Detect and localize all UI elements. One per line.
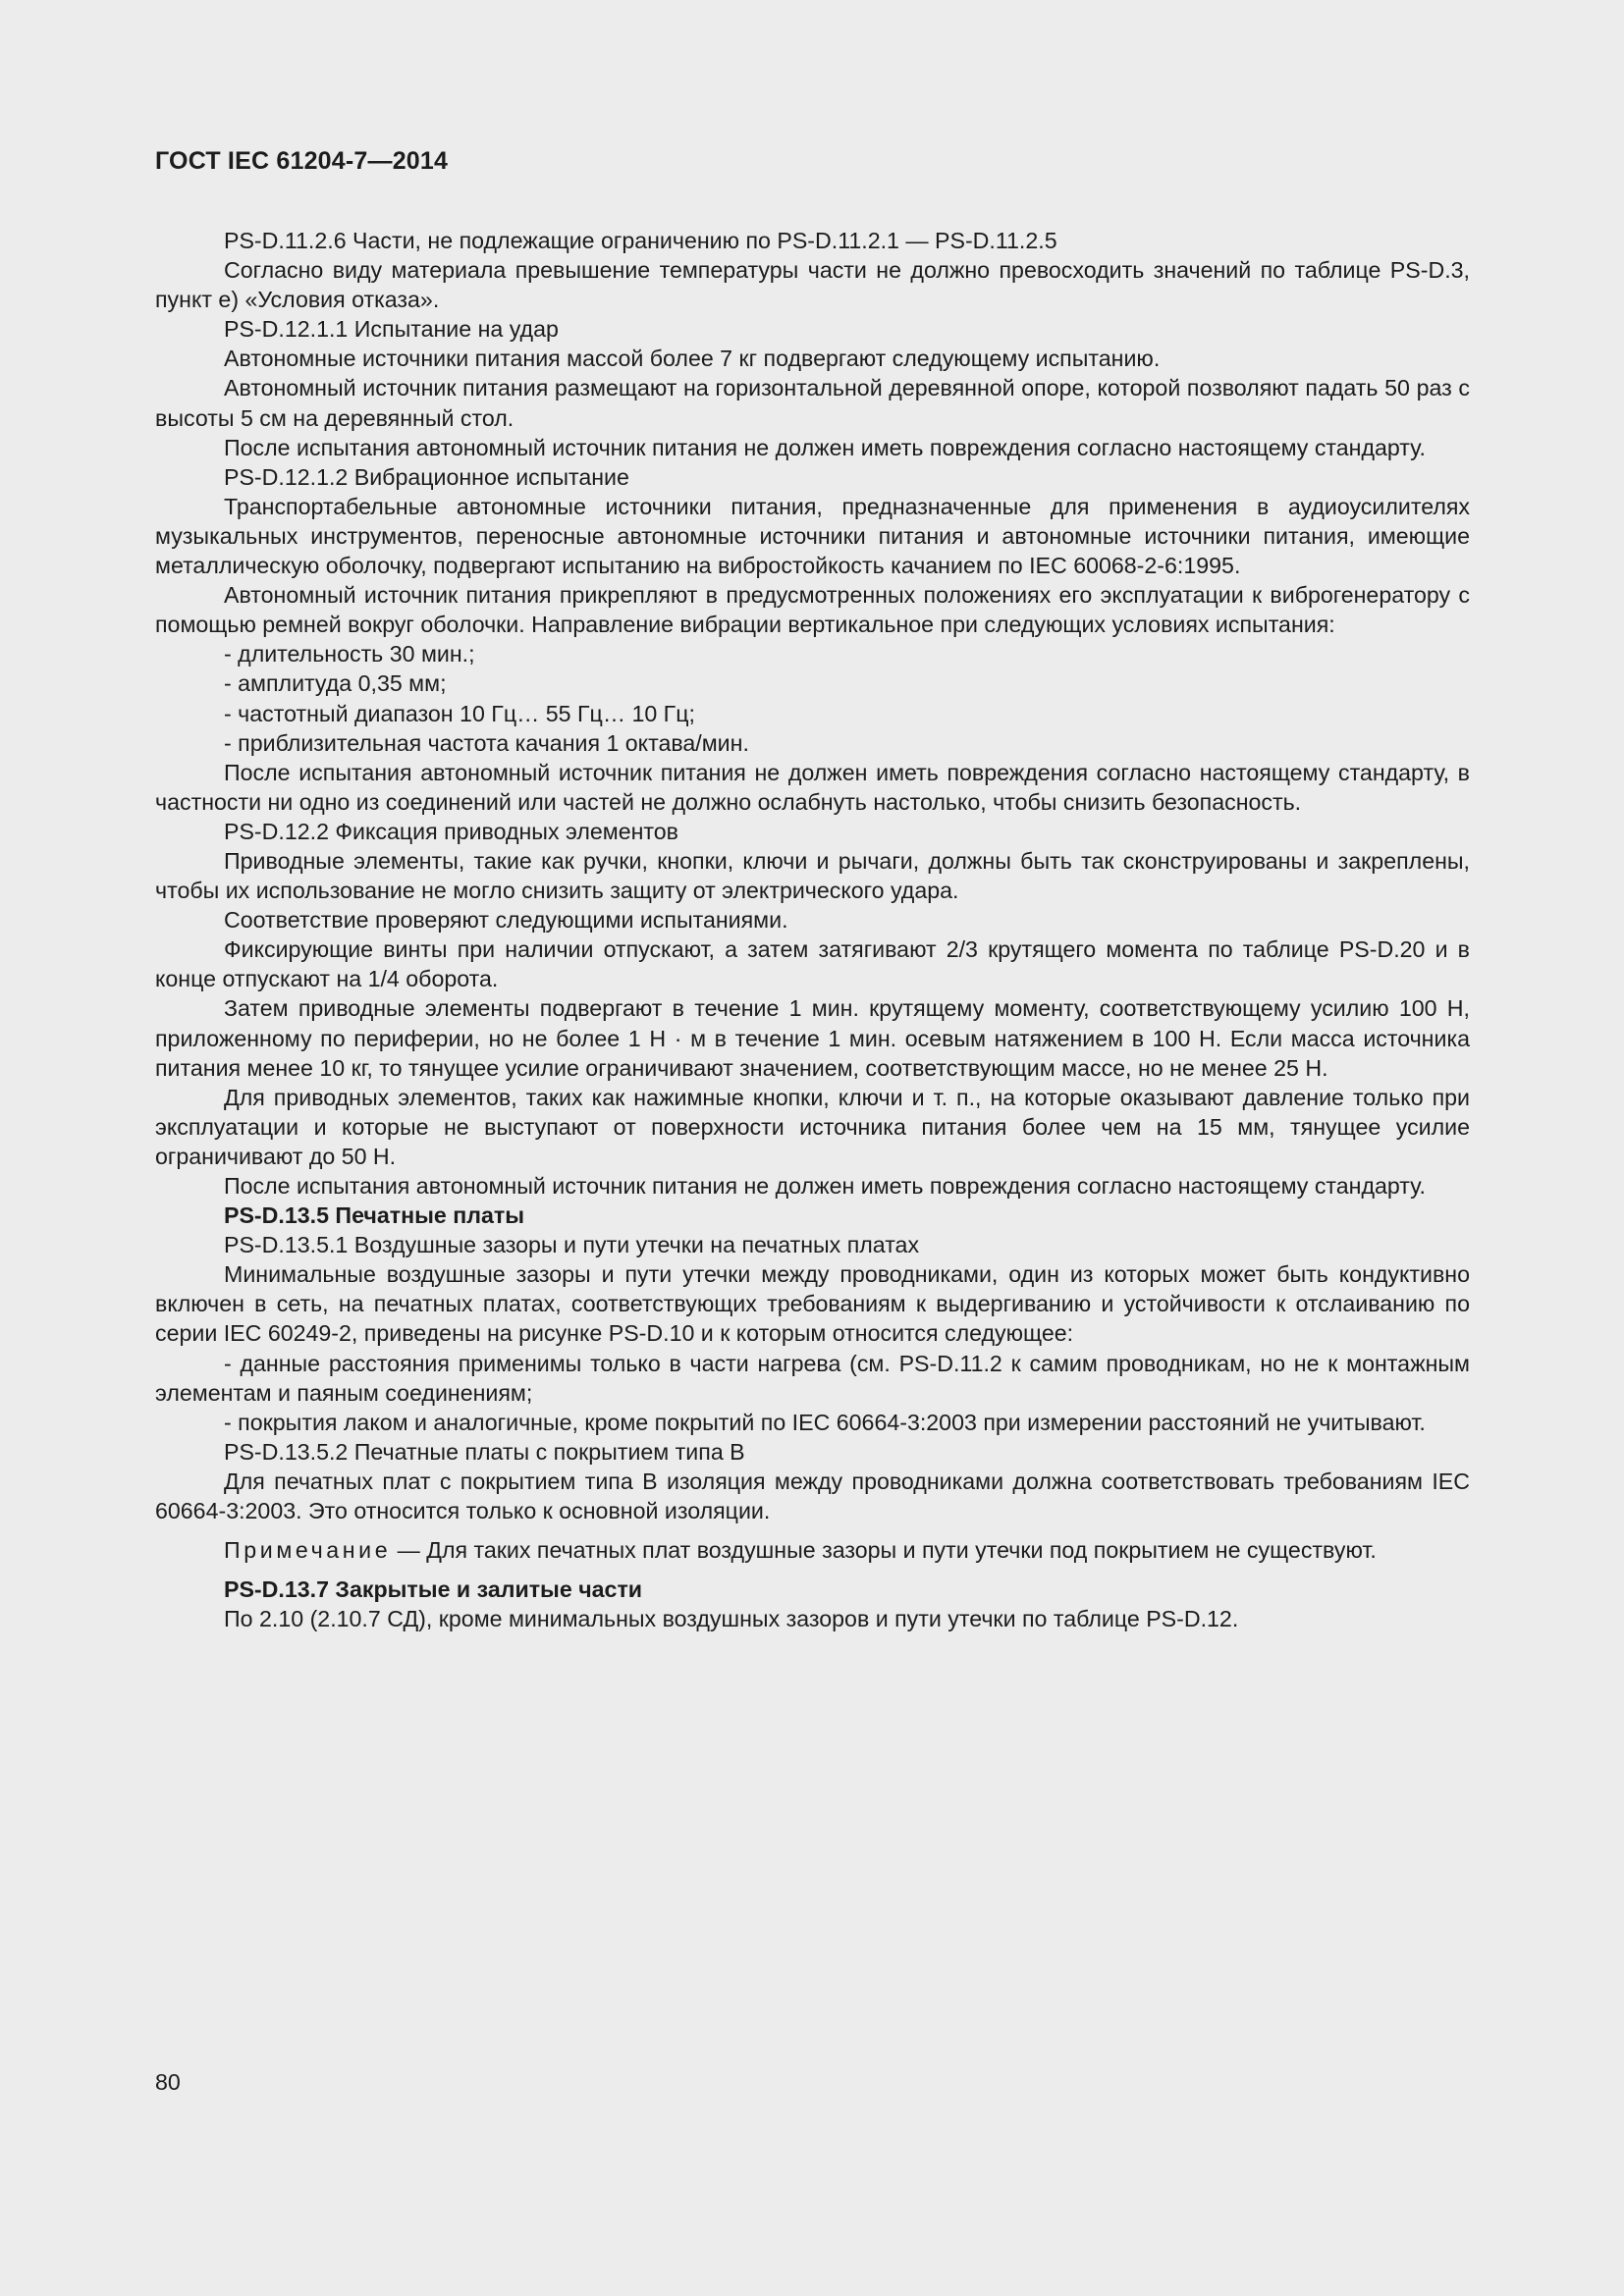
clause-heading: PS-D.11.2.6 Части, не подлежащие ограничению по PS-D.11.2.1 — PS-D.11.2.5 xyxy=(224,228,1057,253)
list-item: - покрытия лаком и аналогичные, кроме покрытий по IEC 60664-3:2003 при измерении расстояний не учитывают. xyxy=(224,1409,1426,1435)
paragraph: Автономные источники питания массой более 7 кг подвергают следующему испытанию. xyxy=(224,346,1161,372)
section-heading: PS-D.13.5 Печатные платы xyxy=(224,1202,525,1229)
paragraph: После испытания автономный источник питания не должен иметь повреждения согласно настоящему стандарту. xyxy=(224,1173,1426,1199)
list-item: - длительность 30 мин.; xyxy=(224,641,475,667)
paragraph: Приводные элементы, такие как ручки, кнопки, ключи и рычаги, должны быть так сконструированы и закреплены, чтобы их использование не могло снизить защиту от электрического удара. xyxy=(155,847,1470,904)
paragraph: Фиксирующие винты при наличии отпускают, а затем затягивают 2/3 крутящего момента по таблице PS-D.20 и в конце отпускают на 1/4 оборота. xyxy=(155,936,1470,992)
paragraph: Автономный источник питания прикрепляют в предусмотренных положениях его эксплуатации к виброгенератору с помощью ремней вокруг оболочки. Направление вибрации вертикальное при следующих условиях испытания: xyxy=(155,582,1470,638)
document-header: ГОСТ IEC 61204-7—2014 xyxy=(155,147,449,175)
paragraph: Для печатных плат с покрытием типа В изоляция между проводниками должна соответствовать требованиям IEC 60664-3:2003. Это относится только к основной изоляции. xyxy=(155,1468,1470,1524)
note xyxy=(155,1535,1470,1565)
note-label: Примечание xyxy=(224,1537,392,1564)
clause-heading: PS-D.13.5.2 Печатные платы с покрытием типа В xyxy=(224,1438,745,1465)
document-body xyxy=(155,226,1470,1633)
paragraph: Автономный источник питания размещают на горизонтальной деревянной опоре, которой позволяют падать 50 раз с высоты 5 см на деревянный стол. xyxy=(155,375,1470,431)
clause-heading: PS-D.12.1.2 Вибрационное испытание xyxy=(224,463,629,490)
list-item: - амплитуда 0,35 мм; xyxy=(224,670,447,697)
paragraph: Для приводных элементов, таких как нажимные кнопки, ключи и т. п., на которые оказывают давление только при эксплуатации и которые не выступают от поверхности источника питания более чем на 15 мм, тянущее усилие ограничивают до 50 Н. xyxy=(155,1084,1470,1169)
clause-heading: PS-D.13.5.1 Воздушные зазоры и пути утечки на печатных платах xyxy=(224,1232,920,1258)
clause-heading: PS-D.12.2 Фиксация приводных элементов xyxy=(224,818,678,844)
clause-heading: PS-D.12.1.1 Испытание на удар xyxy=(224,316,559,343)
paragraph: После испытания автономный источник питания не должен иметь повреждения согласно настоящему стандарту. xyxy=(224,434,1426,460)
paragraph: Согласно виду материала превышение температуры части не должно превосходить значений по таблице PS-D.3, пункт е) «Условия отказа». xyxy=(155,257,1470,313)
list-item: - приблизительная частота качания 1 октава/мин. xyxy=(224,729,749,756)
note-text: — Для таких печатных плат воздушные зазоры и пути утечки под покрытием не существуют. xyxy=(391,1537,1377,1564)
page-number: 80 xyxy=(155,2069,181,2095)
list-item: - частотный диапазон 10 Гц… 55 Гц… 10 Гц; xyxy=(224,700,695,726)
section-heading: PS-D.13.7 Закрытые и залитые части xyxy=(224,1576,643,1603)
paragraph: Минимальные воздушные зазоры и пути утечки между проводниками, один из которых может быть кондуктивно включен в сеть, на печатных платах, соответствующих требованиям к выдергиванию и устойчивости к отслаиванию по серии IEC 60249-2, приведены на рисунке PS-D.10 и к которым относится следующее: xyxy=(155,1261,1470,1347)
paragraph: После испытания автономный источник питания не должен иметь повреждения согласно настоящему стандарту, в частности ни одно из соединений или частей не должно ослабнуть настолько, чтобы снизить безопасность. xyxy=(155,759,1470,815)
paragraph: Транспортабельные автономные источники питания, предназначенные для применения в аудиоусилителях музыкальных инструментов, переносные автономные источники питания и автономные источники питания, имеющие металлическую оболочку, подвергают испытанию на вибростойкость качанием по IEC 60068-2-6:1995. xyxy=(155,493,1470,579)
list-item: - данные расстояния применимы только в части нагрева (см. PS-D.11.2 к самим проводникам, но не к монтажным элементам и паяным соединениям; xyxy=(155,1350,1470,1406)
paragraph: По 2.10 (2.10.7 СД), кроме минимальных воздушных зазоров и пути утечки по таблице PS-D.12. xyxy=(224,1606,1239,1632)
paragraph: Затем приводные элементы подвергают в течение 1 мин. крутящему моменту, соответствующему усилию 100 Н, приложенному по периферии, но не более 1 Н · м в течение 1 мин. осевым натяжением в 100 Н. Если масса источника питания менее 10 кг, то тянущее усилие ограничивают значением, соответствующим массе, но не менее 25 Н. xyxy=(155,995,1470,1081)
paragraph: Соответствие проверяют следующими испытаниями. xyxy=(224,907,788,934)
